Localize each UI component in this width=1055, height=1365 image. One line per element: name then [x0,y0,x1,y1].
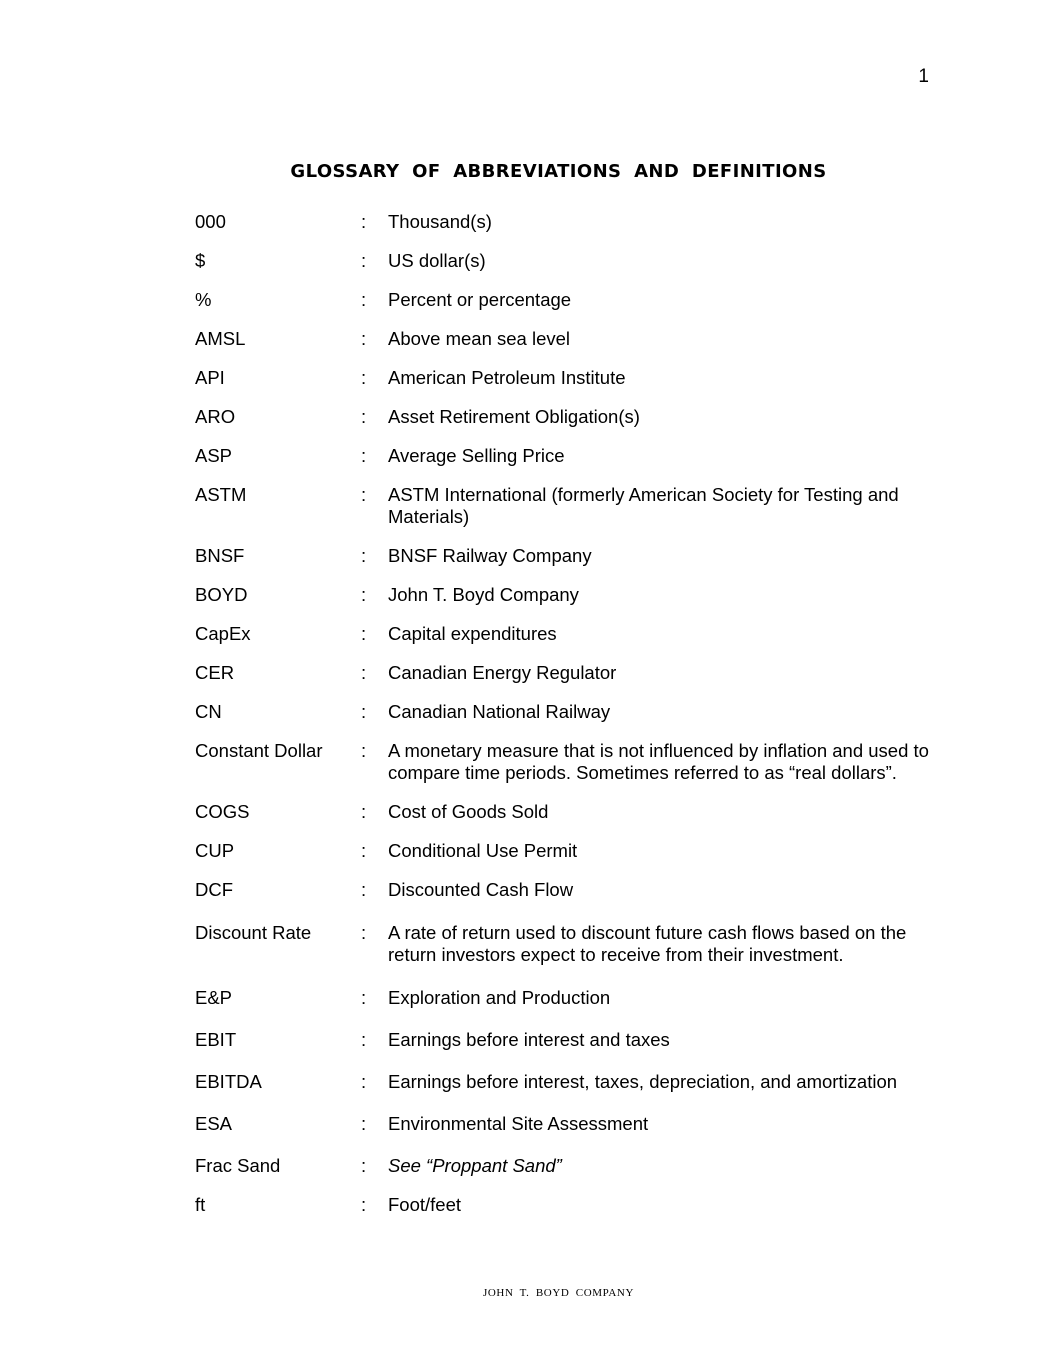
glossary-definition: Asset Retirement Obligation(s) [388,406,640,427]
term-separator: : [361,922,367,943]
glossary-entry [195,1113,955,1135]
glossary-term: ASTM [195,484,247,505]
glossary-term: CN [195,701,222,722]
term-separator: : [361,1113,367,1134]
glossary-term: CER [195,662,235,683]
term-separator: : [361,250,367,271]
glossary-entry [195,879,955,901]
term-separator: : [361,1155,367,1176]
term-separator: : [361,1194,367,1215]
term-separator: : [361,801,367,822]
glossary-entry [195,211,955,233]
glossary-definition: Capital expenditures [388,623,557,644]
glossary-definition: Environmental Site Assessment [388,1113,649,1134]
glossary-term: COGS [195,801,250,822]
glossary-definition: John T. Boyd Company [388,584,579,605]
glossary-entry [195,1155,955,1177]
term-separator: : [361,623,367,644]
glossary-term: EBIT [195,1029,237,1050]
glossary-entry [195,1029,955,1051]
term-separator: : [361,406,367,427]
glossary-definition: Earnings before interest, taxes, depreciation, and amortization [388,1071,898,1092]
glossary-definition: Conditional Use Permit [388,840,578,861]
glossary-definition: Canadian National Railway [388,701,611,722]
glossary-definition: Above mean sea level [388,328,571,349]
glossary-entry [195,367,955,389]
term-separator: : [361,740,367,761]
glossary-term: $ [195,250,206,271]
glossary-entry [195,662,955,684]
glossary-entry [195,328,955,350]
term-separator: : [361,1071,367,1092]
term-separator: : [361,367,367,388]
glossary-definition: A monetary measure that is not influenced by inflation and used to compare time periods. Sometimes referred to as “real dollars”. [388,740,929,783]
term-separator: : [361,701,367,722]
glossary-entry [195,445,955,467]
glossary-entry [195,987,955,1009]
page-title: GLOSSARY OF ABBREVIATIONS AND DEFINITIONS [290,161,827,182]
glossary-definition: BNSF Railway Company [388,545,592,566]
glossary-entry [195,484,955,528]
glossary-term: BOYD [195,584,248,605]
glossary-term: API [195,367,225,388]
glossary-entry [195,623,955,645]
glossary-definition: ASTM International (formerly American Society for Testing and Materials) [388,484,899,527]
term-separator: : [361,987,367,1008]
glossary-entry [195,840,955,862]
glossary-entry [195,1194,955,1216]
glossary-term: EBITDA [195,1071,262,1092]
glossary-entry [195,584,955,606]
glossary-term: E&P [195,987,233,1008]
glossary-term: CapEx [195,623,251,644]
glossary-term: ESA [195,1113,233,1134]
glossary-definition: Cost of Goods Sold [388,801,549,822]
glossary-definition: Canadian Energy Regulator [388,662,617,683]
page-footer: JOHN T. BOYD COMPANY [483,1287,634,1299]
glossary-entry [195,922,955,966]
glossary-entry [195,701,955,723]
glossary-entry [195,250,955,272]
glossary-definition: Percent or percentage [388,289,572,310]
page-number: 1 [918,66,929,87]
glossary-definition: Earnings before interest and taxes [388,1029,670,1050]
glossary-term: ARO [195,406,236,427]
glossary-entry [195,740,955,784]
glossary-term: AMSL [195,328,246,349]
glossary-definition: Average Selling Price [388,445,565,466]
glossary-term: DCF [195,879,234,900]
glossary-entry [195,545,955,567]
glossary-definition: A rate of return used to discount future cash flows based on the return investors expect to receive from their investment. [388,922,907,965]
glossary-definition: American Petroleum Institute [388,367,626,388]
glossary-list [195,211,955,1216]
glossary-definition: Discounted Cash Flow [388,879,574,900]
term-separator: : [361,840,367,861]
term-separator: : [361,289,367,310]
glossary-definition: Thousand(s) [388,211,492,232]
glossary-definition: Foot/feet [388,1194,462,1215]
glossary-term: Discount Rate [195,922,312,943]
term-separator: : [361,879,367,900]
glossary-term: % [195,289,212,310]
term-separator: : [361,662,367,683]
glossary-term: CUP [195,840,235,861]
term-separator: : [361,484,367,505]
term-separator: : [361,445,367,466]
glossary-term: ft [195,1194,206,1215]
glossary-entry [195,801,955,823]
glossary-entry [195,289,955,311]
term-separator: : [361,545,367,566]
glossary-term: BNSF [195,545,245,566]
glossary-term: 000 [195,211,226,232]
glossary-definition: US dollar(s) [388,250,486,271]
term-separator: : [361,1029,367,1050]
glossary-definition: Exploration and Production [388,987,611,1008]
glossary-term: ASP [195,445,233,466]
glossary-term: Frac Sand [195,1155,281,1176]
glossary-definition: See “Proppant Sand” [388,1155,562,1176]
term-separator: : [361,584,367,605]
term-separator: : [361,328,367,349]
glossary-term: Constant Dollar [195,740,323,761]
term-separator: : [361,211,367,232]
glossary-entry [195,406,955,428]
glossary-entry [195,1071,955,1093]
